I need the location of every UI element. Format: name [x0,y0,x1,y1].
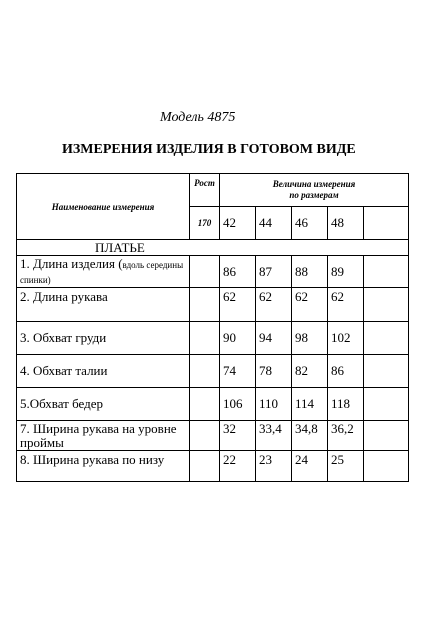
value-cell [364,322,409,355]
section-label: ПЛАТЬЕ [17,240,409,256]
value-cell: 24 [292,451,328,482]
value-cell: 33,4 [256,421,292,451]
size-header: 44 [256,207,292,240]
value-cell: 62 [256,288,292,322]
value-cell: 62 [328,288,364,322]
sizes-group-line1: Величина измерения [272,179,356,189]
measurement-name: 1. Длина изделия (вдоль середины спинки) [17,256,190,288]
table-row [17,451,409,482]
measurement-name: 4. Обхват талии [17,355,190,388]
table-row [17,421,409,451]
height-cell [190,256,220,288]
value-cell [364,421,409,451]
table-row [17,288,409,322]
column-header-sizes-group [220,174,409,207]
value-cell: 78 [256,355,292,388]
size-header: 48 [328,207,364,240]
value-cell [364,388,409,421]
size-header [364,207,409,240]
value-cell [364,288,409,322]
value-cell: 74 [220,355,256,388]
height-cell [190,421,220,451]
height-cell [190,451,220,482]
model-number: Модель 4875 [160,110,236,125]
table-row [17,256,409,288]
value-cell: 22 [220,451,256,482]
measurement-name: 2. Длина рукава [17,288,190,322]
height-cell [190,288,220,322]
value-cell: 86 [328,355,364,388]
height-cell [190,388,220,421]
height-cell [190,355,220,388]
table-header-row [17,174,409,207]
table-row [17,322,409,355]
value-cell: 114 [292,388,328,421]
height-value: 170 [190,207,220,240]
size-header: 42 [220,207,256,240]
value-cell: 98 [292,322,328,355]
value-cell: 87 [256,256,292,288]
value-cell: 62 [220,288,256,322]
sizes-group-line2: по размерам [289,190,339,200]
value-cell: 62 [292,288,328,322]
table-row [17,355,409,388]
page-title: ИЗМЕРЕНИЯ ИЗДЕЛИЯ В ГОТОВОМ ВИДЕ [62,142,356,157]
value-cell [364,256,409,288]
value-cell: 94 [256,322,292,355]
measurement-name: 7. Ширина рукава на уровне проймы [17,421,190,451]
column-header-measurement-name: Наименование измерения [17,174,190,240]
measurement-name: 3. Обхват груди [17,322,190,355]
value-cell: 89 [328,256,364,288]
value-cell: 90 [220,322,256,355]
value-cell [364,451,409,482]
value-cell: 110 [256,388,292,421]
value-cell: 82 [292,355,328,388]
height-cell [190,322,220,355]
measurement-name: 8. Ширина рукава по низу [17,451,190,482]
value-cell: 118 [328,388,364,421]
value-cell: 25 [328,451,364,482]
value-cell: 102 [328,322,364,355]
value-cell: 23 [256,451,292,482]
value-cell: 34,8 [292,421,328,451]
measurement-name: 5.Обхват бедер [17,388,190,421]
value-cell [364,355,409,388]
value-cell: 106 [220,388,256,421]
table-row [17,388,409,421]
size-header: 46 [292,207,328,240]
section-row [17,240,409,256]
measurements-table [16,173,409,482]
value-cell: 32 [220,421,256,451]
value-cell: 86 [220,256,256,288]
column-header-height: Рост [190,174,220,207]
value-cell: 36,2 [328,421,364,451]
value-cell: 88 [292,256,328,288]
